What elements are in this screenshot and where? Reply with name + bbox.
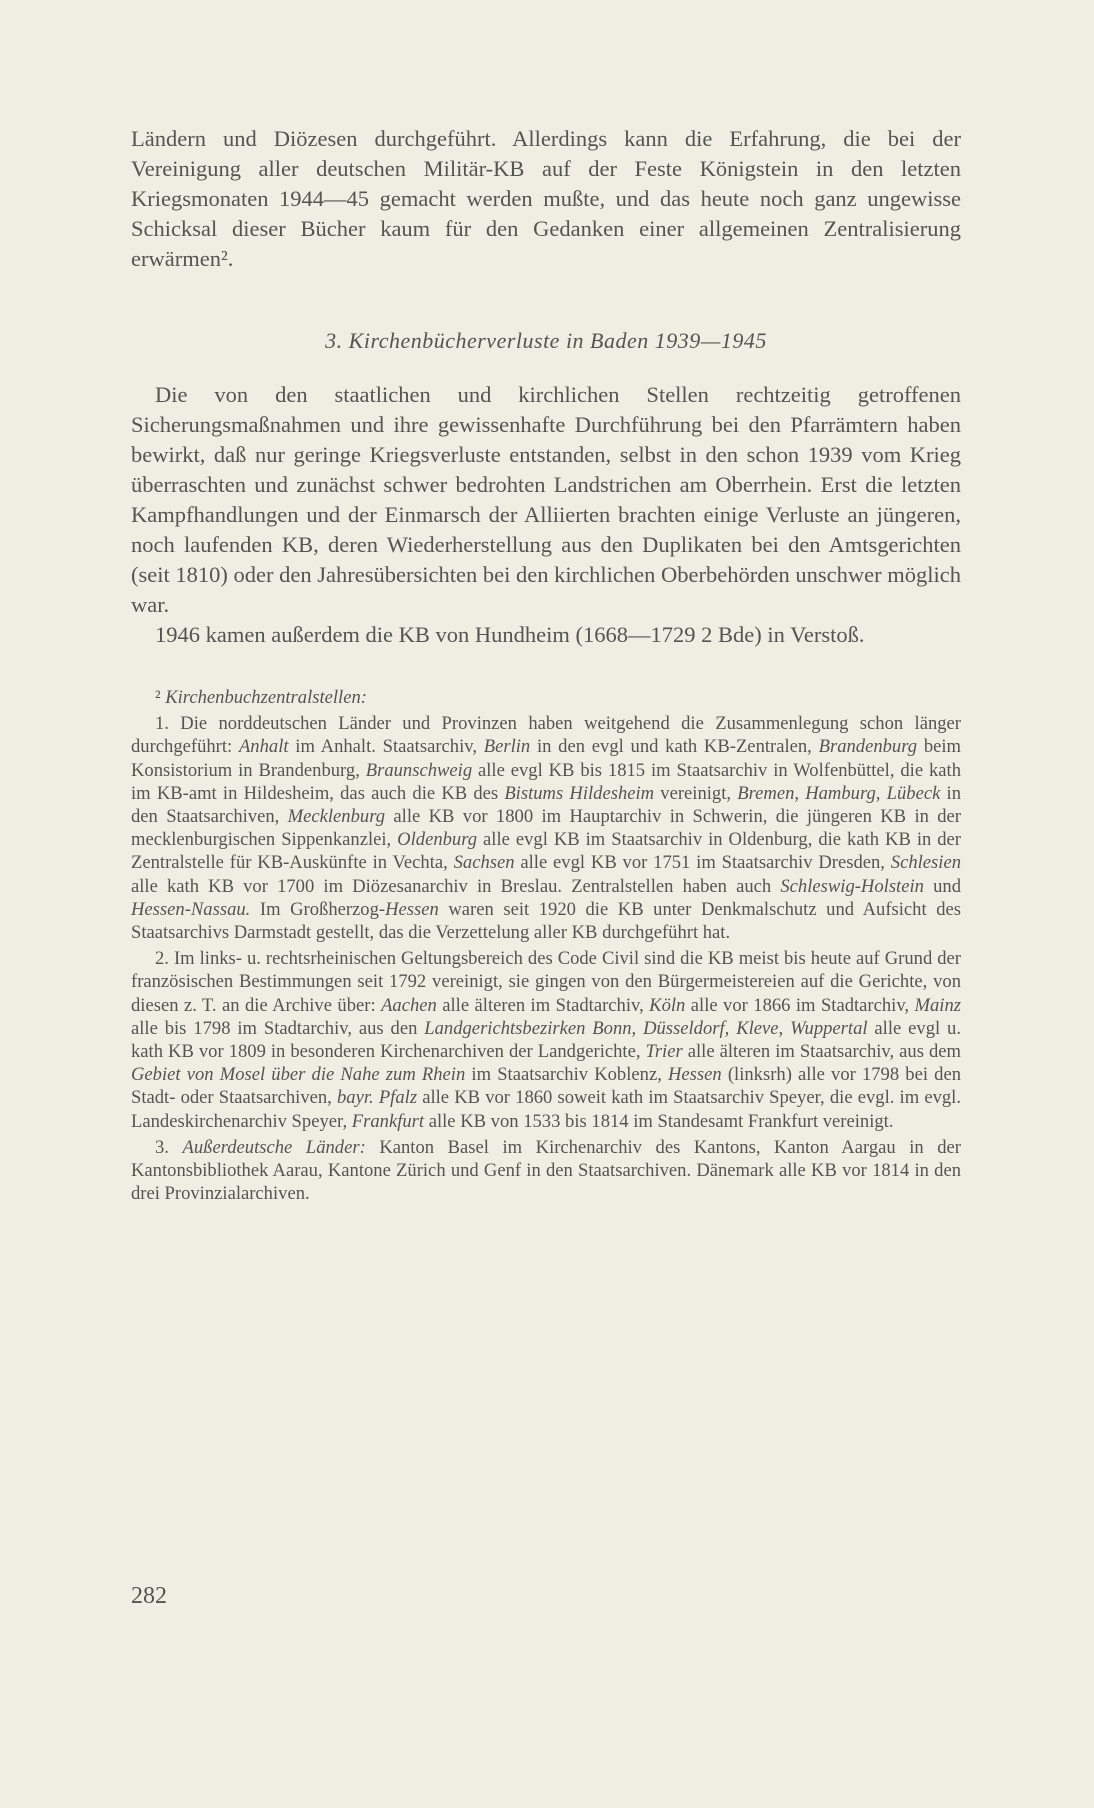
text-run: alle evgl KB bis 1815 im Staatsarchiv in Wolfenbüttel, die kath im KB-amt in Hildesheim, das auch die KB des <box>131 759 961 804</box>
text-run: alle KB vor 1860 soweit kath im Staatsarchiv Speyer, die evgl. im evgl. Landeskirchenarchiv Speyer, <box>131 1087 962 1132</box>
text-run: Ländern und Diözesen durchgeführt. Allerdings kann die Erfahrung, die bei der Vereinigung aller deutschen Militär-KB auf der Feste Königstein in den letzten Kriegsmonaten 1944—45 gemacht werden mußte, und das heute noch ganz ungewisse Schicksal dieser Bücher kaum für den Gedanken einer allgemeinen Zentralisierung erwärmen². <box>131 126 961 271</box>
text-run: beim Konsistorium in Brandenburg, <box>131 736 962 781</box>
section-paragraph <box>131 380 961 620</box>
text-run: Kanton Basel im Kirchenarchiv des Kantons, Kanton Aargau in der Kantonsbibliothek Aarau, Kantone Zürich und Genf in den Staatsarchiven. Dänemark alle KB vor 1814 in den drei Provinzialarchiven. <box>131 1136 961 1205</box>
italic-text: Hessen-Nassau. <box>131 898 251 920</box>
text-run: alle älteren im Stadtarchiv, <box>436 994 650 1016</box>
text-run: 2. Im links- u. rechtsrheinischen Geltungsbereich des Code Civil sind die KB meist bis heute auf Grund der französischen Bestimmungen seit 1792 vereinigt, sie gingen von den Bürgermeistereien auf die Gerichte, von diesen z. T. an die Archive über: <box>131 948 961 1016</box>
footnote-title-text: Kirchenbuchzentralstellen: <box>165 687 367 708</box>
footnote-title <box>131 686 961 709</box>
text-run: vereinigt, <box>654 782 738 804</box>
footnote-item <box>131 947 961 1133</box>
text-run: waren seit 1920 die KB unter Denkmalschutz und Aufsicht des Staatsarchivs Darmstadt gestellt, das die Verzettelung aller KB durchgeführt hat. <box>131 898 961 944</box>
main-text <box>131 124 961 650</box>
italic-text: Außerdeutsche Länder: <box>182 1136 366 1158</box>
text-run: in den Staatsarchiven, <box>131 782 961 828</box>
text-run: 1. Die norddeutschen Länder und Provinzen haben weitgehend die Zusammenlegung schon länger durchgeführt: <box>131 713 961 758</box>
text-run: 3. <box>155 1136 183 1158</box>
italic-text: Köln <box>649 994 686 1016</box>
italic-text: Brandenburg <box>818 736 918 758</box>
text-run: alle evgl u. kath KB vor 1809 in besonderen Kirchenarchiven der Landgerichte, <box>131 1017 961 1063</box>
text-run: im Anhalt. Staatsarchiv, <box>288 736 484 758</box>
italic-text: Aachen <box>381 994 437 1016</box>
text-run: alle bis 1798 im Stadtarchiv, aus den <box>131 1017 425 1039</box>
italic-text: Hessen <box>385 898 439 920</box>
footnotes <box>131 686 961 1205</box>
italic-text: bayr. Pfalz <box>337 1087 418 1109</box>
italic-text: Frankfurt <box>351 1110 425 1132</box>
text-run: 1946 kamen außerdem die KB von Hundheim (1668—1729 2 Bde) in Verstoß. <box>155 622 865 647</box>
section-heading: 3. Kirchenbücherverluste in Baden 1939—1945 <box>325 328 767 353</box>
italic-text: Mainz <box>914 994 961 1016</box>
italic-text: Hessen <box>668 1064 722 1086</box>
footnote-marker: ² <box>155 687 161 708</box>
text-run: alle evgl KB vor 1751 im Staatsarchiv Dresden, <box>514 852 891 874</box>
italic-text: Gebiet von Mosel über die Nahe zum Rhein <box>131 1064 466 1086</box>
text-run: in den evgl und kath KB-Zentralen, <box>530 736 819 758</box>
page-number: 282 <box>131 1583 167 1609</box>
text-run: alle evgl KB im Staatsarchiv in Oldenburg, die kath KB in der Zentralstelle für KB-Auskünfte in Vechta, <box>131 829 961 874</box>
text-run: (linksrh) alle vor 1798 bei den Stadt- oder Staatsarchiven, <box>131 1064 961 1109</box>
text-run: Die von den staatlichen und kirchlichen Stellen rechtzeitig getroffenen Sicherungsmaßnahmen und ihre gewissenhafte Durchführung bei den Pfarrämtern haben bewirkt, daß nur geringe Kriegsverluste entstanden, selbst in den schon 1939 vom Krieg überraschten und zunächst schwer bedrohten Landstrichen am Oberrhein. Erst die letzten Kampfhandlungen und der Einmarsch der Alliierten brachten einige Verluste an jüngeren, noch laufenden KB, deren Wiederherstellung aus den Duplikaten bei den Amtsgerichten (seit 1810) oder den Jahresübersichten bei den kirchlichen Oberbehörden unschwer möglich war. <box>131 382 961 617</box>
text-run: und <box>923 875 961 897</box>
italic-text: Oldenburg <box>397 829 478 851</box>
text-run: Im Großherzog- <box>250 898 386 920</box>
italic-text: Schlesien <box>890 852 961 874</box>
italic-text: Mecklenburg <box>287 806 386 828</box>
text-run: alle vor 1866 im Stadtarchiv, <box>685 994 915 1016</box>
italic-text: Bistums Hildesheim <box>504 782 655 804</box>
text-run: alle KB von 1533 bis 1814 im Standesamt Frankfurt vereinigt. <box>424 1110 894 1132</box>
italic-text: Landgerichtsbezirken Bonn, Düsseldorf, Kleve, Wuppertal <box>424 1017 868 1039</box>
italic-text: Berlin <box>483 736 531 758</box>
text-run: alle kath KB vor 1700 im Diözesanarchiv in Breslau. Zentralstellen haben auch <box>131 875 781 897</box>
italic-text: Schleswig-Holstein <box>780 875 924 897</box>
footnote-item <box>131 712 961 944</box>
text-run: im Staatsarchiv Koblenz, <box>465 1064 668 1086</box>
text-run: alle KB vor 1800 im Hauptarchiv in Schwerin, die jüngeren KB in der mecklenburgischen Sippenkanzlei, <box>131 806 962 851</box>
intro-paragraph <box>131 124 961 274</box>
italic-text: Braunschweig <box>365 759 473 781</box>
section-paragraph <box>131 620 961 650</box>
footnote-item <box>131 1136 961 1206</box>
italic-text: Anhalt <box>238 736 289 758</box>
book-page <box>131 124 961 1205</box>
italic-text: Sachsen <box>453 852 515 874</box>
italic-text: Trier <box>645 1041 683 1063</box>
italic-text: Bremen, Hamburg, Lübeck <box>737 782 941 804</box>
text-run: alle älteren im Staatsarchiv, aus dem <box>682 1041 961 1063</box>
